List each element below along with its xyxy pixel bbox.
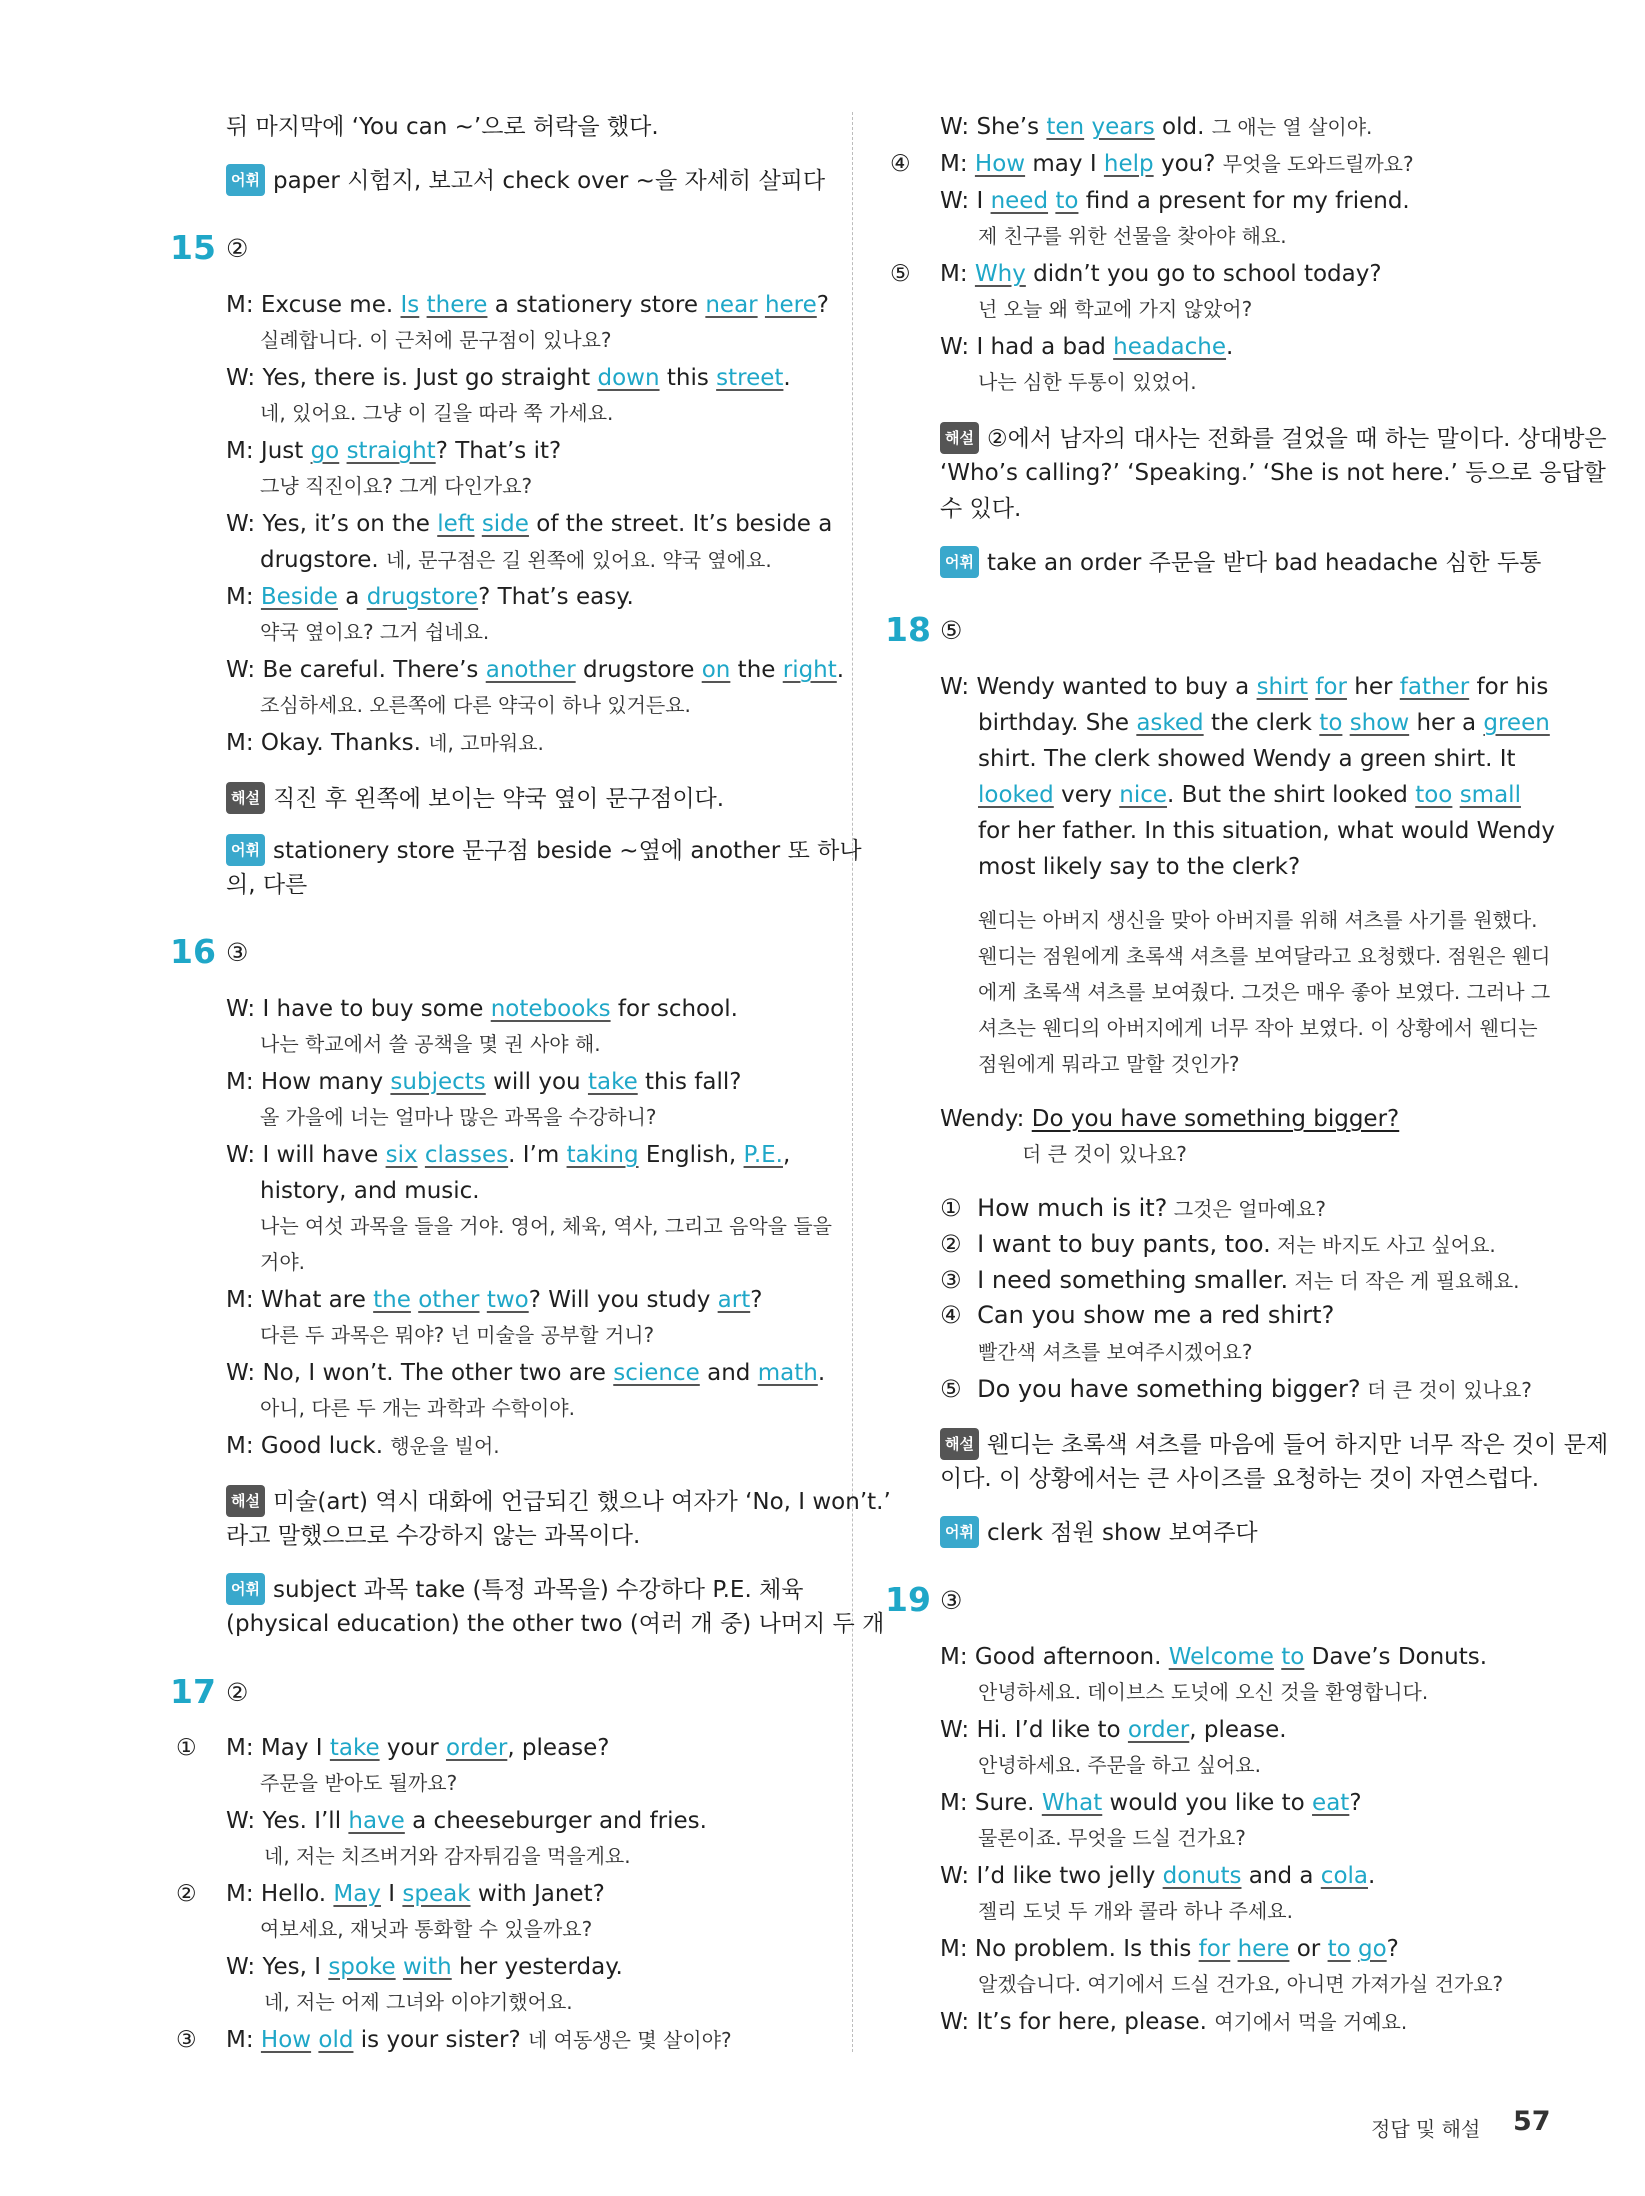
vocab-tag: 어휘: [940, 1516, 979, 1548]
dialogue-line: M: Just go straight? That’s it?: [226, 438, 562, 464]
dialogue-line: W: I had a bad headache.: [940, 334, 1234, 360]
translation: 셔츠는 웬디의 아버지에게 너무 작아 보였다. 이 상황에서 웬디는: [978, 1016, 1538, 1040]
passage-line: most likely say to the clerk?: [978, 854, 1301, 880]
translation: 거야.: [260, 1250, 305, 1274]
dialogue-line: W: I have to buy some notebooks for school.: [226, 996, 738, 1022]
dialogue-line: M: How many subjects will you take this fall?: [226, 1069, 742, 1095]
option-number: ②: [176, 1881, 197, 1907]
vocab-text: take an order 주문을 받다 bad headache 심한 두통: [986, 550, 1542, 576]
dialogue-line: W: I’d like two jelly donuts and a cola.: [940, 1863, 1376, 1889]
translation: 약국 옆이요? 그거 쉽네요.: [260, 620, 490, 644]
translation: 네, 저는 치즈버거와 감자튀김을 먹을게요.: [264, 1844, 631, 1868]
translation: 물론이죠. 무엇을 드실 건가요?: [978, 1826, 1246, 1850]
translation: 실례합니다. 이 근처에 문구점이 있나요?: [260, 328, 612, 352]
question-number: 18: [885, 610, 931, 649]
dialogue-line: W: Yes. I’ll have a cheeseburger and fries.: [226, 1808, 707, 1834]
translation: 그냥 직진이요? 그게 다인가요?: [260, 474, 533, 498]
explain-q17: [940, 422, 1607, 454]
translation: 웬디는 아버지 생신을 맞아 아버지를 위해 셔츠를 사기를 원했다.: [978, 908, 1538, 932]
dialogue-line: W: I need to find a present for my friend.: [940, 188, 1410, 214]
passage-line: W: Wendy wanted to buy a shirt for her father for his: [940, 674, 1549, 700]
vocab-q16-cont: (physical education) the other two (여러 개 중) 나머지 두 개: [226, 1611, 885, 1637]
translation: 올 가을에 너는 얼마나 많은 과목을 수강하니?: [260, 1105, 657, 1129]
dialogue-line: drugstore. 네, 문구점은 길 왼쪽에 있어요. 약국 옆에요.: [260, 547, 772, 573]
dialogue-line: M: Sure. What would you like to eat?: [940, 1790, 1362, 1816]
dialogue-line: M: Good luck. 행운을 빌어.: [226, 1433, 500, 1459]
option-item: ③ I need something smaller. 저는 더 작은 게 필요해요.: [940, 1266, 1520, 1294]
speaker-label: Wendy:: [940, 1106, 1032, 1132]
translation: 안녕하세요. 주문을 하고 싶어요.: [978, 1753, 1261, 1777]
dialogue-line: M: Good afternoon. Welcome to Dave’s Donuts.: [940, 1644, 1488, 1670]
explain-text: ②에서 남자의 대사는 전화를 걸었을 때 하는 말이다. 상대방은: [986, 426, 1607, 452]
dialogue-line: W: Yes, there is. Just go straight down this street.: [226, 365, 791, 391]
dialogue-line: W: It’s for here, please. 여기에서 먹을 거예요.: [940, 2009, 1408, 2035]
explain-tag: 해설: [940, 1428, 979, 1460]
wendy-answer: Do you have something bigger?: [1031, 1106, 1400, 1132]
option-item: ② I want to buy pants, too. 저는 바지도 사고 싶어요.: [940, 1230, 1496, 1258]
dialogue-line: M: How old is your sister? 네 여동생은 몇 살이야?: [226, 2027, 732, 2053]
dialogue-line: M: Okay. Thanks. 네, 고마워요.: [226, 730, 544, 756]
vocab-text: clerk 점원 show 보여주다: [986, 1520, 1258, 1546]
option-item: ① How much is it? 그것은 얼마예요?: [940, 1194, 1326, 1222]
vocab-text: stationery store 문구점 beside ~옆에 another 또 하나: [272, 838, 862, 864]
option-number: ⑤: [890, 261, 911, 287]
dialogue-line: M: Excuse me. Is there a stationery store near here?: [226, 292, 829, 318]
vocab-q18: [940, 1516, 1258, 1548]
option-number: ③: [176, 2027, 197, 2053]
option-item: ⑤ Do you have something bigger? 더 큰 것이 있나요?: [940, 1375, 1532, 1403]
intro-vocab: [226, 164, 825, 196]
column-divider: [852, 112, 853, 2052]
dialogue-line: W: Yes, it’s on the left side of the street. It’s beside a: [226, 511, 833, 537]
intro-text: 뒤 마지막에 ‘You can ~’으로 허락을 했다.: [226, 114, 659, 140]
vocab-text: subject 과목 take (특정 과목을) 수강하다 P.E. 체육: [272, 1577, 804, 1603]
translation: 더 큰 것이 있나요?: [1022, 1142, 1187, 1166]
question-answer: ③: [226, 938, 249, 967]
question-answer: ⑤: [940, 616, 963, 645]
explain-text: 미술(art) 역시 대화에 언급되긴 했으나 여자가 ‘No, I won’t.’: [272, 1489, 891, 1515]
translation: 여보세요, 재닛과 통화할 수 있을까요?: [260, 1917, 593, 1941]
vocab-tag: 어휘: [226, 164, 265, 196]
page-number: 57: [1513, 2106, 1551, 2137]
translation: 네, 있어요. 그냥 이 길을 따라 쭉 가세요.: [260, 401, 614, 425]
translation: 주문을 받아도 될까요?: [260, 1771, 458, 1795]
translation: 에게 초록색 셔츠를 보여줬다. 그것은 매우 좋아 보였다. 그러나 그: [978, 980, 1551, 1004]
dialogue-line: M: How may I help you? 무엇을 도와드릴까요?: [940, 151, 1414, 177]
question-number: 17: [170, 1672, 216, 1711]
dialogue-line: M: May I take your order, please?: [226, 1735, 610, 1761]
explain-q18: [940, 1428, 1608, 1460]
dialogue-line: W: Hi. I’d like to order, please.: [940, 1717, 1287, 1743]
passage-line: shirt. The clerk showed Wendy a green shirt. It: [978, 746, 1516, 772]
question-number: 15: [170, 228, 216, 267]
explain-text: 직진 후 왼쪽에 보이는 약국 옆이 문구점이다.: [272, 786, 725, 812]
dialogue-line: M: Hello. May I speak with Janet?: [226, 1881, 605, 1907]
translation: 아니, 다른 두 개는 과학과 수학이야.: [260, 1396, 575, 1420]
question-answer: ②: [226, 234, 249, 263]
wendy-line: [940, 1104, 1399, 1134]
dialogue-line: W: She’s ten years old. 그 애는 열 살이야.: [940, 114, 1373, 140]
question-number: 19: [885, 1580, 931, 1619]
dialogue-line: history, and music.: [260, 1178, 480, 1204]
explain-q17-cont: ‘Who’s calling?’ ‘Speaking.’ ‘She is not here.’ 등으로 응답할: [940, 460, 1606, 486]
translation: 조심하세요. 오른쪽에 다른 약국이 하나 있거든요.: [260, 693, 691, 717]
option-number: ④: [890, 151, 911, 177]
translation: 네, 저는 어제 그녀와 이야기했어요.: [264, 1990, 573, 2014]
vocab-q17: [940, 546, 1541, 578]
option-item: ④ Can you show me a red shirt?: [940, 1301, 1335, 1329]
explain-tag: 해설: [226, 1485, 265, 1517]
translation: 나는 심한 두통이 있었어.: [978, 370, 1197, 394]
translation: 알겠습니다. 여기에서 드실 건가요, 아니면 가져가실 건가요?: [978, 1972, 1504, 1996]
explain-q17-cont: 수 있다.: [940, 496, 1022, 522]
dialogue-line: W: Yes, I spoke with her yesterday.: [226, 1954, 623, 1980]
dialogue-line: M: Why didn’t you go to school today?: [940, 261, 1382, 287]
question-answer: ②: [226, 1678, 249, 1707]
translation: 웬디는 점원에게 초록색 셔츠를 보여달라고 요청했다. 점원은 웬디: [978, 944, 1551, 968]
vocab-text: paper 시험지, 보고서 check over ~을 자세히 살피다: [272, 168, 826, 194]
translation: 제 친구를 위한 선물을 찾아야 해요.: [978, 224, 1287, 248]
vocab-q16: [226, 1573, 804, 1605]
dialogue-line: M: No problem. Is this for here or to go?: [940, 1936, 1399, 1962]
passage-line: birthday. She asked the clerk to show her a green: [978, 710, 1550, 736]
translation: 나는 여섯 과목을 들을 거야. 영어, 체육, 역사, 그리고 음악을 들을: [260, 1214, 833, 1238]
dialogue-line: W: I will have six classes. I’m taking English, P.E.,: [226, 1142, 791, 1168]
footer-label: 정답 및 해설: [1371, 2117, 1481, 2141]
dialogue-line: W: Be careful. There’s another drugstore on the right.: [226, 657, 845, 683]
explain-q16: [226, 1485, 891, 1517]
passage-line: for her father. In this situation, what would Wendy: [978, 818, 1555, 844]
translation: 안녕하세요. 데이브스 도넛에 오신 것을 환영합니다.: [978, 1680, 1429, 1704]
vocab-tag: 어휘: [940, 546, 979, 578]
translation: 젤리 도넛 두 개와 콜라 하나 주세요.: [978, 1899, 1293, 1923]
vocab-q15-cont: 의, 다른: [226, 872, 308, 898]
vocab-tag: 어휘: [226, 834, 265, 866]
dialogue-line: M: What are the other two? Will you study art?: [226, 1287, 763, 1313]
question-answer: ③: [940, 1586, 963, 1615]
explain-q15: [226, 782, 724, 814]
dialogue-line: M: Beside a drugstore? That’s easy.: [226, 584, 634, 610]
translation: 빨간색 셔츠를 보여주시겠어요?: [978, 1340, 1253, 1364]
translation: 점원에게 뭐라고 말할 것인가?: [978, 1052, 1240, 1076]
explain-q16-cont: 라고 말했으므로 수강하지 않는 과목이다.: [226, 1523, 641, 1549]
passage-line: looked very nice. But the shirt looked too small: [978, 782, 1521, 808]
option-number: ①: [176, 1735, 197, 1761]
translation: 나는 학교에서 쓸 공책을 몇 권 사야 해.: [260, 1032, 601, 1056]
translation: 넌 오늘 왜 학교에 가지 않았어?: [978, 297, 1253, 321]
question-number: 16: [170, 932, 216, 971]
explain-text: 웬디는 초록색 셔츠를 마음에 들어 하지만 너무 작은 것이 문제: [986, 1432, 1609, 1458]
vocab-tag: 어휘: [226, 1573, 265, 1605]
explain-tag: 해설: [226, 782, 265, 814]
translation: 다른 두 과목은 뭐야? 넌 미술을 공부할 거니?: [260, 1323, 655, 1347]
explain-q18-cont: 이다. 이 상황에서는 큰 사이즈를 요청하는 것이 자연스럽다.: [940, 1466, 1540, 1492]
dialogue-line: W: No, I won’t. The other two are science and math.: [226, 1360, 826, 1386]
explain-tag: 해설: [940, 422, 979, 454]
vocab-q15: [226, 834, 862, 866]
